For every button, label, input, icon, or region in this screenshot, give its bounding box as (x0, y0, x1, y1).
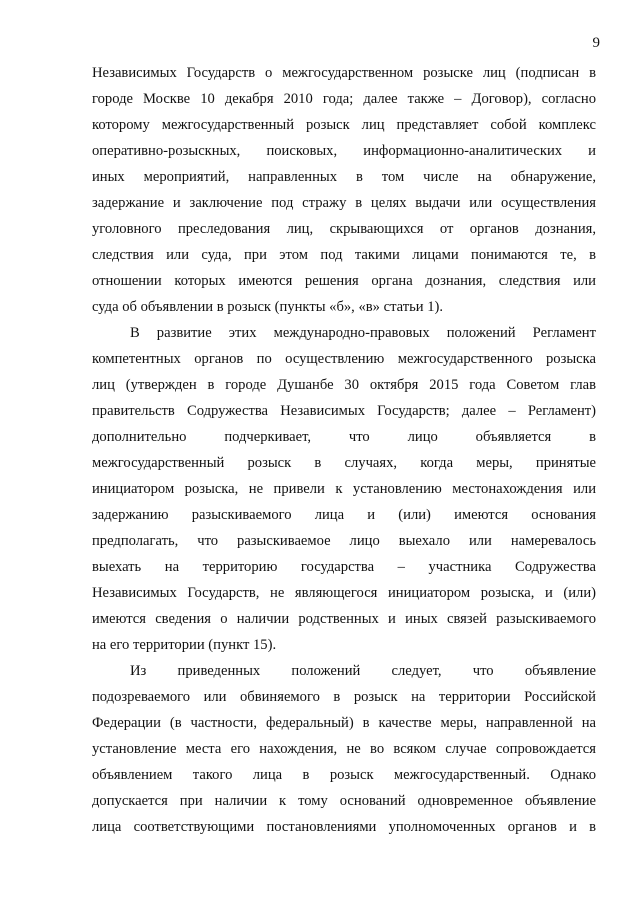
text-line: на его территории (пункт 15). (92, 637, 277, 653)
text-line: суда об объявлении в розыск (пункты «б», «в» статьи 1). (92, 299, 444, 315)
text-line: иных мероприятий, направленных в том числе на обнаружение, (92, 169, 596, 185)
text-line: выехать на территорию государства – участника Содружества (92, 559, 596, 575)
text-line: допускается при наличии к тому оснований одновременное объявление (92, 793, 596, 809)
text-line: задержание и заключение под стражу в целях выдачи или осуществления (92, 195, 596, 211)
text-line: городе Москве 10 декабря 2010 года; далее также – Договор), согласно (92, 91, 596, 107)
text-line: Независимых Государств, не являющегося инициатором розыска, и (или) (92, 585, 596, 601)
text-line: оперативно-розыскных, поисковых, информационно-аналитических и (92, 143, 596, 159)
text-line: инициатором розыска, не привели к установлению местонахождения или (92, 481, 596, 497)
text-line: объявлением такого лица в розыск межгосударственный. Однако (92, 767, 596, 783)
text-line: дополнительно подчеркивает, что лицо объявляется в (92, 429, 596, 445)
paragraph-2 (92, 320, 596, 658)
text-line: следствия или суда, при этом под такими лицами понимаются те, в (92, 247, 596, 263)
text-line: компетентных органов по осуществлению межгосударственного розыска (92, 351, 596, 367)
text-line: отношении которых имеются решения органа дознания, следствия или (92, 273, 596, 289)
paragraph-3 (92, 658, 596, 840)
text-line: лиц (утвержден в городе Душанбе 30 октября 2015 года Советом глав (92, 377, 596, 393)
text-line: Федерации (в частности, федеральный) в качестве меры, направленной на (92, 715, 596, 731)
text-line: уголовного преследования лиц, скрывающихся от органов дознания, (92, 221, 596, 237)
text-line: межгосударственный розыск в случаях, когда меры, принятые (92, 455, 596, 471)
page-number: 9 (592, 35, 600, 51)
text-line: задержанию разыскиваемого лица и (или) имеются основания (92, 507, 596, 523)
text-line: Из приведенных положений следует, что объявление (130, 663, 596, 679)
text-line: которому межгосударственный розыск лиц представляет собой комплекс (92, 117, 596, 133)
text-line: лица соответствующими постановлениями уполномоченных органов и в (92, 819, 596, 835)
text-line: установление места его нахождения, не во всяком случае сопровождается (92, 741, 596, 757)
body-text (92, 60, 596, 840)
paragraph-1 (92, 60, 596, 320)
text-line: подозреваемого или обвиняемого в розыск на территории Российской (92, 689, 596, 705)
text-line: правительств Содружества Независимых Государств; далее – Регламент) (92, 403, 596, 419)
text-line: предполагать, что разыскиваемое лицо выехало или намеревалось (92, 533, 596, 549)
text-line: имеются сведения о наличии родственных и иных связей разыскиваемого (92, 611, 596, 627)
text-line: В развитие этих международно-правовых положений Регламент (130, 325, 596, 341)
text-line: Независимых Государств о межгосударственном розыске лиц (подписан в (92, 65, 596, 81)
